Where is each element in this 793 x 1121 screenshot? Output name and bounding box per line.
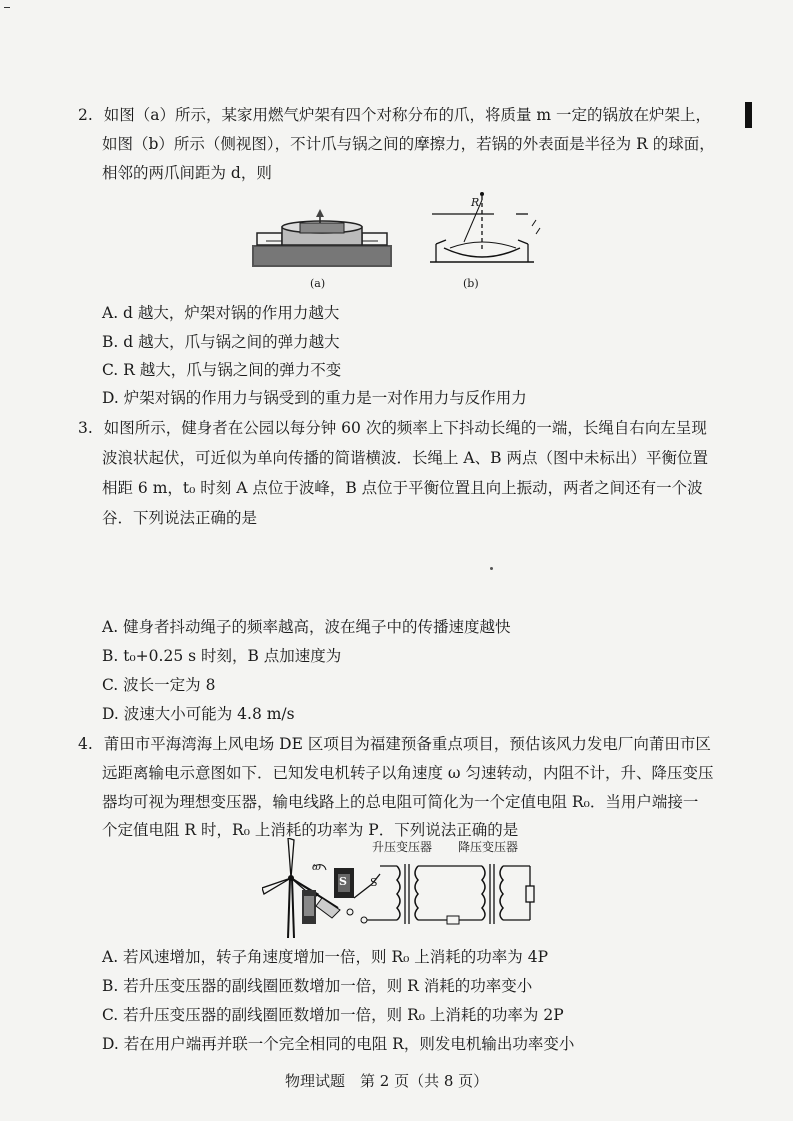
fig-b-caption: (b) [463, 277, 479, 290]
q4-text-line3: 器均可视为理想变压器，输电线路上的总电阻可简化为一个定值电阻 R₀．当用户端接一 [102, 793, 699, 811]
q3-line1 [78, 416, 707, 438]
q2-number: 2. [78, 106, 93, 124]
q2-option-a: A. d 越大，炉架对锅的作用力越大 [102, 304, 340, 322]
q4-text-line2: 远距离输电示意图如下．已知发电机转子以角速度 ω 匀速转动，内阻不计，升、降压变压 [102, 764, 714, 782]
step-up-label: 升压变压器 [372, 840, 433, 854]
q3-text-line2: 波浪状起伏，可近似为单向传播的简谐横波．长绳上 A、B 两点（图中未标出）平衡位置 [102, 449, 708, 467]
page-footer: 物理试题 第 2 页（共 8 页） [285, 1072, 489, 1090]
q4-text-line1: 莆田市平海湾海上风电场 DE 区项目为福建预备重点项目，预估该风力发电厂向莆田市区 [103, 735, 711, 753]
q3-option-c: C. 波长一定为 8 [102, 676, 216, 694]
q4-text-line4: 个定值电阻 R 时，R₀ 上消耗的功率为 P．下列说法正确的是 [102, 821, 519, 839]
omega-label: ω [312, 860, 321, 873]
q2-text-line1: 如图（a）所示，某家用燃气炉架有四个对称分布的爪，将质量 m 一定的锅放在炉架上， [103, 106, 712, 124]
stove-figure-a [252, 205, 392, 275]
corner-mark [4, 7, 10, 8]
step-down-label: 降压变压器 [458, 840, 519, 854]
q3-option-a: A. 健身者抖动绳子的频率越高，波在绳子中的传播速度越快 [102, 618, 511, 636]
q3-option-d: D. 波速大小可能为 4.8 m/s [102, 705, 295, 723]
q2-option-d: D. 炉架对锅的作用力与锅受到的重力是一对作用力与反作用力 [102, 389, 527, 407]
q2-option-b: B. d 越大，爪与锅之间的弹力越大 [102, 333, 340, 351]
q3-text-line4: 谷．下列说法正确的是 [102, 509, 258, 527]
q4-option-a: A. 若风速增加，转子角速度增加一倍，则 R₀ 上消耗的功率为 4P [102, 948, 549, 966]
q4-number: 4. [78, 735, 93, 753]
q3-text-line3: 相距 6 m，t₀ 时刻 A 点位于波峰，B 点位于平衡位置且向上振动，两者之间还有一个波 [102, 479, 703, 497]
q4-line1 [78, 732, 711, 754]
q2-option-c: C. R 越大，爪与锅之间的弹力不变 [102, 361, 342, 379]
fig-a-caption: (a) [310, 277, 326, 290]
edge-bar [745, 102, 752, 128]
q2-text-line3: 相邻的两爪间距为 d，则 [102, 164, 272, 182]
q4-option-b: B. 若升压变压器的副线圈匝数增加一倍，则 R 消耗的功率变小 [102, 977, 533, 995]
q4-option-d: D. 若在用户端再并联一个完全相同的电阻 R，则发电机输出功率变小 [102, 1035, 575, 1053]
magnet-s-label: S [339, 875, 347, 888]
q3-number: 3. [78, 419, 93, 437]
switch-label: S [370, 876, 378, 889]
q3-text-line1: 如图所示，健身者在公园以每分钟 60 次的频率上下抖动长绳的一端，长绳自右向左呈现 [103, 419, 707, 437]
stove-figure-b [424, 190, 544, 270]
q4-option-c: C. 若升压变压器的副线圈匝数增加一倍，则 R₀ 上消耗的功率为 2P [102, 1006, 564, 1024]
q3-option-b: B. t₀+0.25 s 时刻，B 点加速度为 [102, 647, 342, 665]
q2-line1 [78, 103, 711, 125]
q2-text-line2: 如图（b）所示（侧视图），不计爪与锅之间的摩擦力，若锅的外表面是半径为 R 的球面， [102, 135, 715, 153]
scan-speck [490, 567, 493, 570]
fig-b-radius-label: R [471, 196, 480, 209]
